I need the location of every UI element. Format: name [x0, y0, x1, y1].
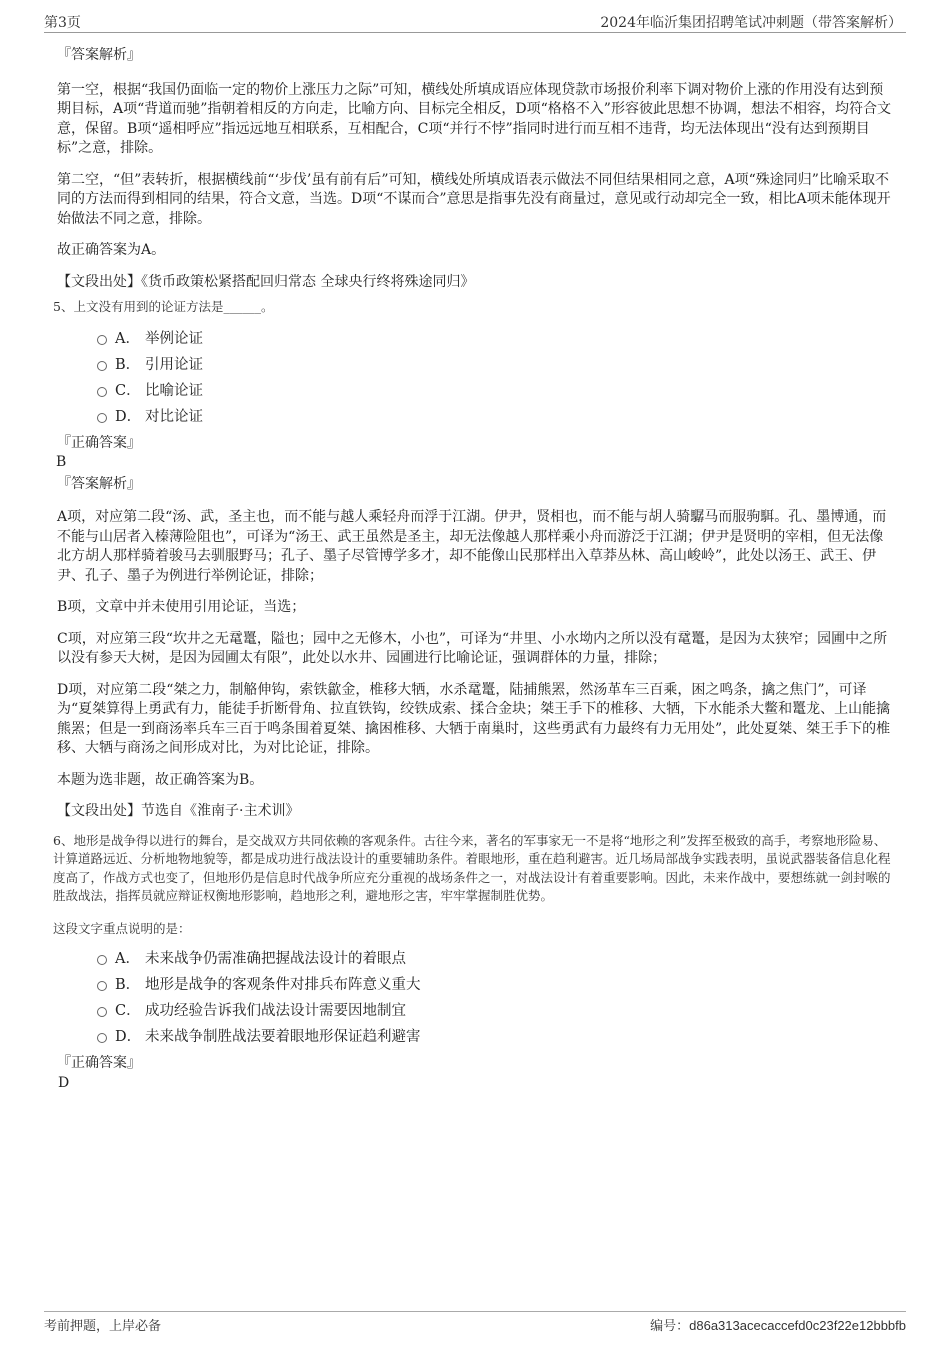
- q4-source: 【文段出处】《货币政策松紧搭配回归常态 全球央行终将殊途同归》: [57, 273, 475, 290]
- q5-option-c[interactable]: C． 比喻论证: [57, 378, 893, 404]
- q6-option-c[interactable]: C． 成功经验告诉我们战法设计需要因地制宜: [57, 998, 893, 1024]
- document-title: 2024年临沂集团招聘笔试冲刺题（带答案解析）: [600, 15, 902, 31]
- q6-option-a[interactable]: A． 未来战争仍需准确把握战法设计的着眼点: [57, 946, 893, 972]
- radio-button[interactable]: [97, 413, 107, 423]
- radio-button[interactable]: [97, 955, 107, 965]
- q5-analysis-label: 『答案解析』: [57, 475, 141, 492]
- page-number: 第3页: [44, 15, 81, 31]
- q6-option-b[interactable]: B． 地形是战争的客观条件对排兵布阵意义重大: [57, 972, 893, 998]
- radio-button[interactable]: [97, 1033, 107, 1043]
- footer-slogan: 考前押题，上岸必备: [44, 1319, 162, 1334]
- q4-analysis-label: 『答案解析』: [57, 47, 141, 63]
- q5-source: 【文段出处】节选自《淮南子·主术训》: [57, 803, 300, 819]
- q5-stem: 5、上文没有用到的论证方法是______。: [53, 299, 274, 314]
- radio-button[interactable]: [97, 335, 107, 345]
- q6-option-d[interactable]: D． 未来战争制胜战法要着眼地形保证趋利避害: [57, 1024, 893, 1050]
- q5-options: [57, 326, 893, 430]
- q4-analysis-para2: 第二空，“但”表转折，根据横线前“‘步伐’虽有前有后”可知，横线处所填成语表示做法不同但结果相同之意，A项“殊途同归”比喻采取不同的方法而得到相同的结果，符合文意，当选。D项“不谋而合”意思是指事先没有商量过，意见或行动却完全一致，相比A项未能体现开始做法不同之意，排除。: [57, 171, 891, 227]
- q6-answer-label: 『正确答案』: [57, 1055, 141, 1071]
- q5-option-b[interactable]: B． 引用论证: [57, 352, 893, 378]
- radio-button[interactable]: [97, 361, 107, 371]
- q4-analysis-para1: 第一空，根据“我国仍面临一定的物价上涨压力之际”可知，横线处所填成语应体现贷款市场报价利率下调对物价上涨的作用没有达到预期目标，A项“背道而驰”指朝着相反的方向走，比喻方向、目标完全相反，D项“格格不入”形容彼此思想不协调，想法不相容，均符合文意，保留。B项“遥相呼应”指远远地互相联系，互相配合，C项“并行不悖”指同时进行而互相不违背，均无法体现出“没有达到预期目标”之意，排除。: [57, 81, 891, 156]
- page-header: [44, 12, 906, 33]
- radio-button[interactable]: [97, 387, 107, 397]
- q4-conclusion: 故正确答案为A。: [57, 242, 166, 258]
- q5-analysis-d: D项，对应第二段“桀之力，制觡伸钩，索铁歙金，椎移大牺，水杀鼋鼍，陆捕熊罴，然汤革车三百乘，困之鸣条，擒之焦门”，可译为“夏桀算得上勇武有力，能徒手折断骨角、拉直铁钩，绞铁成索、揉合金块；桀王手下的椎移、大牺，下水能杀大鳖和鼍龙、上山能擒熊罴；但是一到商汤率兵车三百于鸣条围着夏桀、擒困椎移、大牺于南巢时，这些勇武有力最终有力无用处”，此处夏桀、桀王手下的椎移、大牺与商汤之间形成对比，为对比论证，排除。: [57, 681, 891, 756]
- q5-analysis-b: B项，文章中并未使用引用论证，当选；: [57, 599, 306, 615]
- q5-answer: B: [56, 454, 67, 470]
- serial-label: 编号：: [650, 1319, 690, 1334]
- q5-option-a[interactable]: A． 举例论证: [57, 326, 893, 352]
- q6-stem: 6、地形是战争得以进行的舞台，是交战双方共同依赖的客观条件。古往今来，著名的军事家无一不是将“地形之利”发挥至极致的高手，考察地形险易、计算道路远近、分析地物地貌等，都是成功进行战法设计的重要辅助条件。着眼地形，重在趋利避害。近几场局部战争实践表明，虽说武器装备信息化程度高了，作战方式也变了，但地形仍是信息时代战争所应充分重视的战场条件之一，对战法设计有着重要影响。因此，未来作战中，要想练就一剑封喉的胜敌战法，指挥员就应辩证权衡地形影响，趋地形之利，避地形之害，牢牢掌握制胜优势。: [53, 832, 891, 903]
- q5-analysis-c: C项，对应第三段“坎井之无鼋鼍，隘也；园中之无修木，小也”，可译为“井里、小水坳内之所以没有鼋鼍，是因为太狭窄；园圃中之所以没有参天大树，是因为园圃太有限”，此处以水井、园圃进行比喻论证，强调群体的力量，排除；: [57, 630, 888, 666]
- footer-serial: [650, 1315, 906, 1334]
- q5-option-d[interactable]: D． 对比论证: [57, 404, 893, 430]
- page-footer: [44, 1311, 906, 1335]
- q6-options: [57, 946, 893, 1050]
- q6-question: 这段文字重点说明的是：: [53, 920, 191, 936]
- radio-button[interactable]: [97, 981, 107, 991]
- q5-answer-label: 『正确答案』: [57, 434, 141, 451]
- q5-analysis-a: A项，对应第二段“汤、武，圣主也，而不能与越人乘轻舟而浮于江湖。伊尹，贤相也，而不能与胡人骑驏马而服驹駬。孔、墨博通，而不能与山居者入榛薄险阻也”，可译为“汤王、武王虽然是圣主，却无法像越人那样乘小舟而游泛于江湖；伊尹是贤明的宰相，但无法像北方胡人那样骑着骏马去驯服野马；孔子、墨子尽管博学多才，却不能像山民那样出入草莽丛林、高山峻岭”，此处以汤王、武王、伊尹、孔子、墨子为例进行举例论证，排除；: [57, 509, 887, 584]
- radio-button[interactable]: [97, 1007, 107, 1017]
- q6-answer: D: [58, 1074, 70, 1091]
- serial-number: d86a313acecaccefd0c23f22e12bbbfb: [689, 1318, 906, 1333]
- page-content: [53, 46, 893, 1093]
- q5-conclusion: 本题为选非题，故正确答案为B。: [57, 771, 264, 788]
